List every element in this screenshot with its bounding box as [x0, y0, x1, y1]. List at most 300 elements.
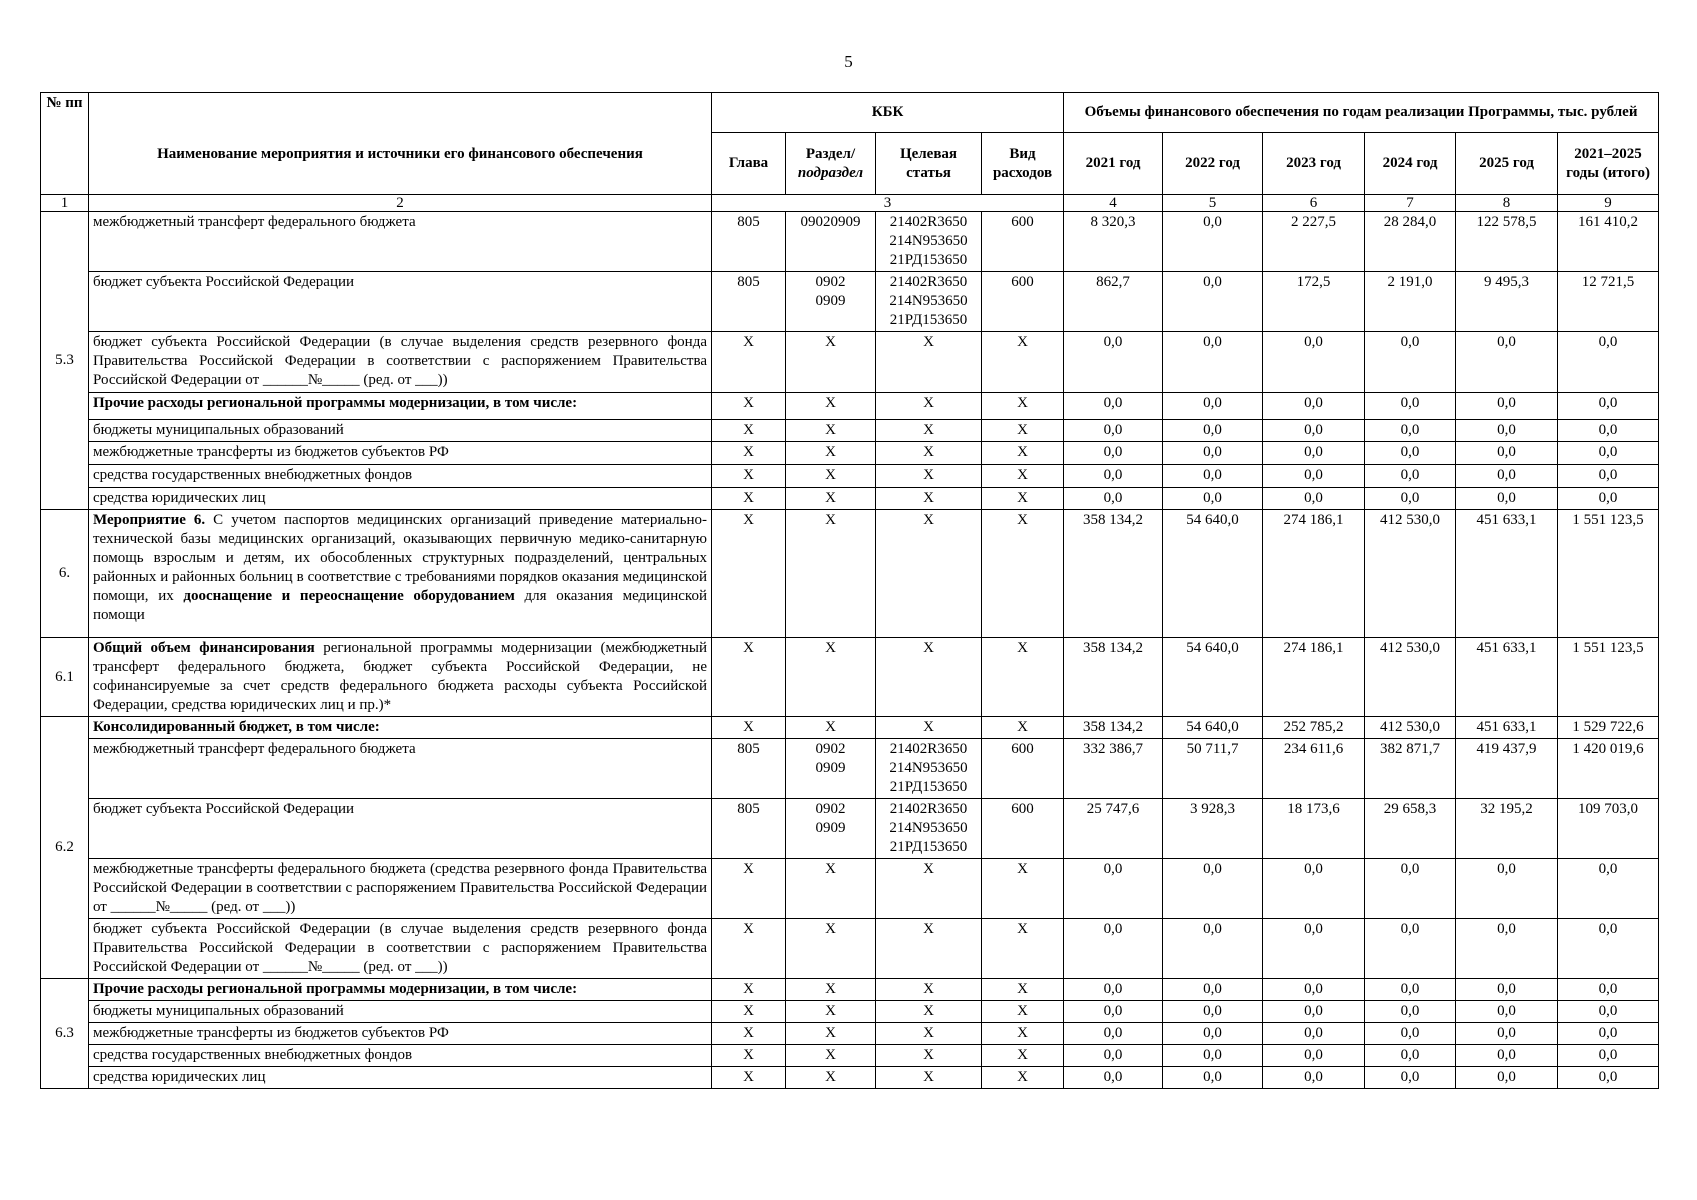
kbk-razdel-line: 0909: [815, 760, 846, 776]
row-name: [89, 420, 712, 442]
value-2025: 0,0: [1456, 393, 1558, 420]
value-total: 0,0: [1558, 1045, 1659, 1067]
kbk-glava: X: [712, 488, 786, 510]
value-2022: 0,0: [1163, 272, 1263, 332]
kbk-razdel: [786, 638, 876, 717]
kbk-razdel-line: X: [825, 981, 836, 997]
kbk-celevaya-line: 21402R3650: [889, 741, 968, 757]
col-number: 1: [41, 195, 89, 212]
row-name: [89, 1045, 712, 1067]
value-total: 0,0: [1558, 979, 1659, 1001]
kbk-razdel: [786, 1067, 876, 1089]
value-2023: 0,0: [1263, 332, 1365, 393]
row-name: [89, 1001, 712, 1023]
header-total: 2021–2025 годы (итого): [1558, 133, 1659, 195]
table-body: [41, 212, 1659, 1089]
kbk-razdel-line: X: [825, 1069, 836, 1085]
kbk-razdel-line: X: [825, 422, 836, 438]
value-2024: 0,0: [1365, 442, 1456, 465]
kbk-razdel-line: X: [825, 467, 836, 483]
value-total: 0,0: [1558, 1001, 1659, 1023]
row-name-text: средства государственных внебюджетных фондов: [93, 1047, 413, 1063]
row-number: 6.: [41, 510, 89, 638]
kbk-vid: X: [982, 332, 1064, 393]
kbk-vid: X: [982, 717, 1064, 739]
kbk-celevaya: [876, 638, 982, 717]
value-2023: 0,0: [1263, 1023, 1365, 1045]
value-2025: 0,0: [1456, 1067, 1558, 1089]
row-name-text: для оказания медицинской помощи: [93, 588, 707, 623]
value-2023: 252 785,2: [1263, 717, 1365, 739]
table-row: [41, 1067, 1659, 1089]
kbk-celevaya-line: 21РД153650: [889, 312, 968, 328]
value-2025: 0,0: [1456, 420, 1558, 442]
kbk-celevaya: [876, 717, 982, 739]
header-name-label: Наименование мероприятия и источники его финансового обеспечения: [157, 145, 643, 162]
value-2021: 25 747,6: [1064, 799, 1163, 859]
kbk-celevaya: [876, 799, 982, 859]
row-name: [89, 393, 712, 420]
value-total: 0,0: [1558, 442, 1659, 465]
row-name: [89, 465, 712, 488]
kbk-celevaya: [876, 919, 982, 979]
kbk-razdel: [786, 799, 876, 859]
value-2023: 172,5: [1263, 272, 1365, 332]
value-2023: 18 173,6: [1263, 799, 1365, 859]
kbk-glava: X: [712, 420, 786, 442]
kbk-vid: X: [982, 465, 1064, 488]
page-number: 5: [844, 52, 853, 71]
kbk-razdel: [786, 465, 876, 488]
value-2022: 54 640,0: [1163, 510, 1263, 638]
kbk-razdel-line: 0902: [815, 274, 846, 290]
value-2023: 0,0: [1263, 465, 1365, 488]
row-name-text: бюджет субъекта Российской Федерации: [93, 274, 355, 290]
kbk-celevaya-line: 21РД153650: [889, 252, 968, 268]
value-2022: 3 928,3: [1163, 799, 1263, 859]
row-name: [89, 1023, 712, 1045]
kbk-celevaya: [876, 420, 982, 442]
kbk-celevaya-line: X: [923, 512, 934, 528]
kbk-glava: X: [712, 1045, 786, 1067]
table-row: [41, 442, 1659, 465]
value-2023: 0,0: [1263, 488, 1365, 510]
kbk-vid: 600: [982, 739, 1064, 799]
value-2023: 0,0: [1263, 442, 1365, 465]
kbk-glava: X: [712, 510, 786, 638]
value-2025: 122 578,5: [1456, 212, 1558, 272]
value-2021: 862,7: [1064, 272, 1163, 332]
value-2024: 28 284,0: [1365, 212, 1456, 272]
kbk-razdel-line: 09020909: [800, 214, 861, 230]
col-number: 6: [1263, 195, 1365, 212]
kbk-celevaya-line: 21402R3650: [889, 214, 968, 230]
row-number: 6.2: [41, 717, 89, 979]
header-kbk: КБК: [712, 93, 1064, 133]
value-total: 1 420 019,6: [1558, 739, 1659, 799]
table-row: [41, 1001, 1659, 1023]
value-2022: 0,0: [1163, 1045, 1263, 1067]
row-name-text: бюджет субъекта Российской Федерации (в случае выделения средств резервного фонда Правительства Российской Федерации в соответствии с распоряжением Правительства Российской Федерации от ______№_____ (ред. от ___)): [93, 334, 707, 388]
value-2025: 32 195,2: [1456, 799, 1558, 859]
row-number: 5.3: [41, 212, 89, 510]
value-total: 0,0: [1558, 420, 1659, 442]
kbk-vid: X: [982, 638, 1064, 717]
value-total: 0,0: [1558, 919, 1659, 979]
kbk-razdel-line: X: [825, 334, 836, 350]
value-2025: 0,0: [1456, 442, 1558, 465]
kbk-glava: X: [712, 332, 786, 393]
kbk-celevaya-line: 21РД153650: [889, 839, 968, 855]
row-number: 6.3: [41, 979, 89, 1089]
kbk-celevaya: [876, 212, 982, 272]
table-row: [41, 332, 1659, 393]
kbk-celevaya-line: X: [923, 422, 934, 438]
value-2024: 0,0: [1365, 393, 1456, 420]
kbk-glava: 805: [712, 212, 786, 272]
row-name-text: региональной программы модернизации (межбюджетный трансферт федерального бюджета, бюджет субъекта Российской Федерации, не софинансируемые за счет средств федерального бюджета расходы субъекта Российской Федерации, средства юридических лиц и пр.)*: [93, 640, 707, 713]
kbk-celevaya-line: 21402R3650: [889, 274, 968, 290]
value-2023: 274 186,1: [1263, 510, 1365, 638]
value-2024: 412 530,0: [1365, 510, 1456, 638]
row-name: [89, 332, 712, 393]
header-year-2025: 2025 год: [1456, 133, 1558, 195]
value-2022: 0,0: [1163, 393, 1263, 420]
header-razdel-line2: подраздел: [797, 164, 864, 181]
kbk-glava: X: [712, 979, 786, 1001]
value-2025: 451 633,1: [1456, 717, 1558, 739]
kbk-vid: X: [982, 442, 1064, 465]
kbk-razdel-line: X: [825, 640, 836, 656]
kbk-razdel-line: X: [825, 395, 836, 411]
value-2021: 0,0: [1064, 1045, 1163, 1067]
kbk-celevaya-line: X: [923, 1069, 934, 1085]
kbk-celevaya: [876, 1067, 982, 1089]
value-2022: 0,0: [1163, 979, 1263, 1001]
value-2024: 0,0: [1365, 979, 1456, 1001]
kbk-razdel: [786, 919, 876, 979]
kbk-celevaya-line: X: [923, 1025, 934, 1041]
kbk-glava: 805: [712, 272, 786, 332]
value-2024: 0,0: [1365, 1067, 1456, 1089]
col-number: 8: [1456, 195, 1558, 212]
value-2023: 0,0: [1263, 1001, 1365, 1023]
row-name-text: бюджеты муниципальных образований: [93, 422, 344, 438]
value-2022: 54 640,0: [1163, 638, 1263, 717]
value-2021: 0,0: [1064, 979, 1163, 1001]
kbk-celevaya-line: X: [923, 640, 934, 656]
row-name-text: средства юридических лиц: [93, 490, 266, 506]
row-name-text: бюджет субъекта Российской Федерации: [93, 801, 355, 817]
value-2021: 0,0: [1064, 919, 1163, 979]
value-2023: 0,0: [1263, 1045, 1365, 1067]
row-name: [89, 739, 712, 799]
table-row: [41, 488, 1659, 510]
table-row: [41, 272, 1659, 332]
kbk-celevaya: [876, 442, 982, 465]
table-row: [41, 212, 1659, 272]
row-name: [89, 638, 712, 717]
value-2022: 0,0: [1163, 1067, 1263, 1089]
kbk-celevaya-line: X: [923, 981, 934, 997]
value-2021: 0,0: [1064, 488, 1163, 510]
kbk-razdel: [786, 1001, 876, 1023]
row-name-text: бюджет субъекта Российской Федерации (в случае выделения средств резервного фонда Правительства Российской Федерации в соответствии с распоряжением Правительства Российской Федерации от ______№_____ (ред. от ___)): [93, 921, 707, 975]
row-name: [89, 859, 712, 919]
kbk-razdel: [786, 212, 876, 272]
value-2025: 0,0: [1456, 332, 1558, 393]
kbk-celevaya: [876, 739, 982, 799]
kbk-celevaya: [876, 332, 982, 393]
row-name-text: межбюджетные трансферты федерального бюджета (средства резервного фонда Правительства Российской Федерации в соответствии с распоряжением Правительства Российской Федерации от ______№_____ (ред. от ___)): [93, 861, 707, 915]
row-name-text: бюджеты муниципальных образований: [93, 1003, 344, 1019]
kbk-razdel: [786, 979, 876, 1001]
table-row: [41, 393, 1659, 420]
value-2024: 0,0: [1365, 1023, 1456, 1045]
value-2025: 0,0: [1456, 979, 1558, 1001]
kbk-vid: X: [982, 1067, 1064, 1089]
kbk-glava: X: [712, 919, 786, 979]
kbk-razdel: [786, 717, 876, 739]
kbk-razdel-line: X: [825, 490, 836, 506]
value-2025: 0,0: [1456, 859, 1558, 919]
value-2022: 0,0: [1163, 919, 1263, 979]
kbk-celevaya-line: X: [923, 444, 934, 460]
row-name-text: С учетом паспортов медицинских организаций приведение материально-технической базы медицинских организаций, оказывающих первичную медико-санитарную помощь взрослым и детям, их обособленных структурных подразделений, центральных районных и районных больниц в соответствие с требованиями порядков оказания медицинской помощи, их: [93, 512, 707, 604]
kbk-glava: 805: [712, 799, 786, 859]
kbk-celevaya: [876, 488, 982, 510]
table-header: [41, 93, 1659, 212]
kbk-celevaya-line: X: [923, 334, 934, 350]
table-row: [41, 859, 1659, 919]
value-total: 0,0: [1558, 1067, 1659, 1089]
value-2021: 0,0: [1064, 465, 1163, 488]
value-2024: 0,0: [1365, 859, 1456, 919]
value-2025: 451 633,1: [1456, 638, 1558, 717]
value-total: 0,0: [1558, 1023, 1659, 1045]
table-row: [41, 739, 1659, 799]
value-2025: 0,0: [1456, 1001, 1558, 1023]
value-2022: 54 640,0: [1163, 717, 1263, 739]
value-2024: 412 530,0: [1365, 638, 1456, 717]
value-2023: 0,0: [1263, 393, 1365, 420]
kbk-razdel: [786, 1045, 876, 1067]
value-2025: 0,0: [1456, 465, 1558, 488]
value-2025: 0,0: [1456, 1023, 1558, 1045]
kbk-celevaya-line: X: [923, 719, 934, 735]
kbk-vid: X: [982, 1045, 1064, 1067]
value-2023: 0,0: [1263, 919, 1365, 979]
kbk-celevaya: [876, 510, 982, 638]
row-name: [89, 488, 712, 510]
kbk-vid: 600: [982, 212, 1064, 272]
value-2023: 274 186,1: [1263, 638, 1365, 717]
kbk-celevaya-line: X: [923, 467, 934, 483]
value-total: 0,0: [1558, 465, 1659, 488]
value-2023: 0,0: [1263, 979, 1365, 1001]
kbk-razdel: [786, 488, 876, 510]
kbk-celevaya: [876, 1045, 982, 1067]
value-2025: 451 633,1: [1456, 510, 1558, 638]
value-2021: 0,0: [1064, 420, 1163, 442]
kbk-razdel-line: 0902: [815, 801, 846, 817]
kbk-glava: 805: [712, 739, 786, 799]
value-2024: 0,0: [1365, 420, 1456, 442]
row-name-text: межбюджетные трансферты из бюджетов субъектов РФ: [93, 1025, 449, 1041]
value-2022: 0,0: [1163, 465, 1263, 488]
value-2022: 0,0: [1163, 1001, 1263, 1023]
kbk-celevaya-line: X: [923, 1003, 934, 1019]
value-2024: 0,0: [1365, 465, 1456, 488]
kbk-razdel: [786, 420, 876, 442]
table-row: [41, 979, 1659, 1001]
value-2024: 0,0: [1365, 1001, 1456, 1023]
value-2025: 9 495,3: [1456, 272, 1558, 332]
table-row: [41, 510, 1659, 638]
kbk-vid: X: [982, 1001, 1064, 1023]
value-2024: 382 871,7: [1365, 739, 1456, 799]
row-name-bold: дооснащение и переоснащение оборудованием: [183, 588, 515, 604]
kbk-glava: X: [712, 393, 786, 420]
value-2023: 234 611,6: [1263, 739, 1365, 799]
kbk-celevaya: [876, 1023, 982, 1045]
kbk-razdel: [786, 272, 876, 332]
value-2021: 0,0: [1064, 332, 1163, 393]
header-year-2022: 2022 год: [1163, 133, 1263, 195]
kbk-vid: X: [982, 510, 1064, 638]
kbk-razdel: [786, 859, 876, 919]
value-2024: 0,0: [1365, 488, 1456, 510]
header-vid: Вид расходов: [982, 133, 1064, 195]
row-name: [89, 717, 712, 739]
value-2021: 358 134,2: [1064, 510, 1163, 638]
kbk-vid: X: [982, 979, 1064, 1001]
value-2022: 0,0: [1163, 332, 1263, 393]
value-total: 1 551 123,5: [1558, 638, 1659, 717]
value-total: 0,0: [1558, 488, 1659, 510]
row-name-bold: Общий объем финансирования: [93, 640, 315, 656]
row-name: [89, 510, 712, 638]
value-total: 1 551 123,5: [1558, 510, 1659, 638]
kbk-celevaya: [876, 272, 982, 332]
financing-table: [40, 92, 1659, 1089]
header-celevaya: Целевая статья: [876, 133, 982, 195]
kbk-razdel: [786, 510, 876, 638]
value-2021: 0,0: [1064, 393, 1163, 420]
value-2025: 0,0: [1456, 488, 1558, 510]
kbk-celevaya-line: X: [923, 861, 934, 877]
value-2021: 0,0: [1064, 442, 1163, 465]
value-total: 1 529 722,6: [1558, 717, 1659, 739]
kbk-razdel-line: X: [825, 719, 836, 735]
value-2022: 0,0: [1163, 212, 1263, 272]
table-row: [41, 799, 1659, 859]
col-number: 7: [1365, 195, 1456, 212]
header-year-2021: 2021 год: [1064, 133, 1163, 195]
value-2024: 412 530,0: [1365, 717, 1456, 739]
row-name: [89, 1067, 712, 1089]
header-year-2023: 2023 год: [1263, 133, 1365, 195]
value-2024: 0,0: [1365, 1045, 1456, 1067]
value-2021: 358 134,2: [1064, 717, 1163, 739]
value-2023: 0,0: [1263, 420, 1365, 442]
value-2021: 0,0: [1064, 1067, 1163, 1089]
kbk-razdel: [786, 393, 876, 420]
kbk-razdel-line: X: [825, 512, 836, 528]
header-volumes: Объемы финансового обеспечения по годам реализации Программы, тыс. рублей: [1064, 93, 1659, 133]
kbk-vid: 600: [982, 799, 1064, 859]
value-total: 161 410,2: [1558, 212, 1659, 272]
row-name-text: межбюджетный трансферт федерального бюджета: [93, 214, 416, 230]
table-row: [41, 1023, 1659, 1045]
header-glava: Глава: [712, 133, 786, 195]
value-total: 109 703,0: [1558, 799, 1659, 859]
kbk-razdel-line: X: [825, 1025, 836, 1041]
kbk-razdel-line: X: [825, 1047, 836, 1063]
kbk-celevaya-line: X: [923, 395, 934, 411]
col-number: 9: [1558, 195, 1659, 212]
table-row: [41, 1045, 1659, 1067]
row-name: [89, 799, 712, 859]
row-name: [89, 442, 712, 465]
header-num-label: № пп: [46, 95, 83, 111]
kbk-celevaya-line: X: [923, 921, 934, 937]
kbk-celevaya-line: 21РД153650: [889, 779, 968, 795]
row-name: [89, 272, 712, 332]
value-total: 0,0: [1558, 393, 1659, 420]
value-2023: 2 227,5: [1263, 212, 1365, 272]
kbk-glava: X: [712, 1067, 786, 1089]
kbk-celevaya: [876, 465, 982, 488]
kbk-celevaya: [876, 393, 982, 420]
kbk-vid: X: [982, 420, 1064, 442]
value-total: 0,0: [1558, 332, 1659, 393]
value-2021: 0,0: [1064, 859, 1163, 919]
kbk-celevaya: [876, 859, 982, 919]
kbk-razdel: [786, 442, 876, 465]
col-number: 3: [712, 195, 1064, 212]
kbk-celevaya-line: X: [923, 490, 934, 506]
kbk-glava: X: [712, 1023, 786, 1045]
kbk-celevaya-line: 214N953650: [889, 293, 968, 309]
kbk-glava: X: [712, 1001, 786, 1023]
row-name-text: Прочие расходы региональной программы модернизации, в том числе:: [93, 981, 578, 997]
kbk-glava: X: [712, 717, 786, 739]
kbk-celevaya-line: 214N953650: [889, 233, 968, 249]
value-2024: 0,0: [1365, 919, 1456, 979]
header-razdel: [786, 133, 876, 195]
col-number: 2: [89, 195, 712, 212]
kbk-razdel-line: 0902: [815, 741, 846, 757]
table-row: [41, 420, 1659, 442]
kbk-razdel-line: X: [825, 921, 836, 937]
value-2022: 0,0: [1163, 859, 1263, 919]
value-2021: 8 320,3: [1064, 212, 1163, 272]
value-2021: 358 134,2: [1064, 638, 1163, 717]
row-name: [89, 212, 712, 272]
kbk-vid: X: [982, 393, 1064, 420]
header-name: [89, 93, 712, 195]
kbk-vid: X: [982, 859, 1064, 919]
value-2021: 0,0: [1064, 1023, 1163, 1045]
kbk-razdel: [786, 1023, 876, 1045]
table-row: [41, 465, 1659, 488]
kbk-razdel-line: 0909: [815, 293, 846, 309]
value-2024: 29 658,3: [1365, 799, 1456, 859]
value-2022: 0,0: [1163, 442, 1263, 465]
kbk-razdel: [786, 739, 876, 799]
kbk-vid: X: [982, 488, 1064, 510]
